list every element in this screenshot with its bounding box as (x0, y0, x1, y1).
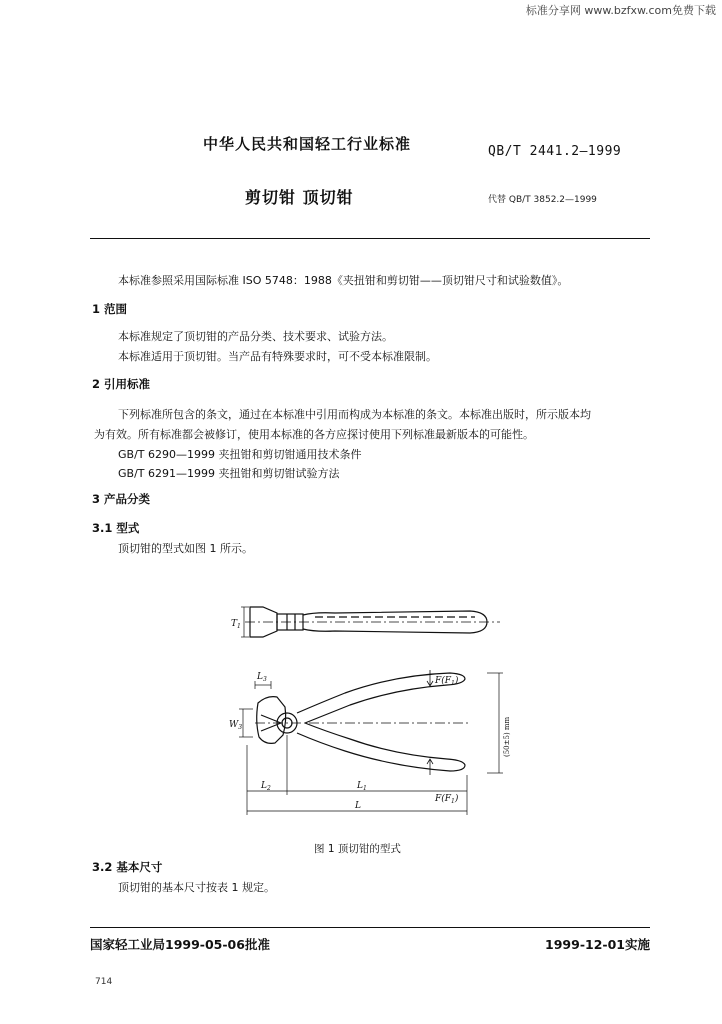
label-l2: $L_2$ (261, 781, 271, 792)
figure-caption: 图 1 顶切钳的型式 (314, 843, 401, 855)
implementation-date: 1999-12-01实施 (545, 937, 650, 952)
scope-line: 本标准规定了顶切钳的产品分类、技术要求、试验方法。 (118, 330, 393, 343)
standard-code: QB/T 2441.2—1999 (488, 144, 622, 159)
page-number: 714 (95, 977, 113, 987)
footer-rule (90, 927, 650, 928)
label-force-bottom: $F(F_1)$ (435, 794, 459, 805)
approval-line: 国家轻工业局1999-05-06批准 (90, 937, 270, 952)
label-grip-distance: (50±5) mm (503, 716, 511, 757)
subsection-dimensions-text: 顶切钳的基本尺寸按表 1 规定。 (118, 881, 275, 894)
standard-title: 中华人民共和国轻工行业标准 (203, 135, 412, 153)
header-rule (90, 238, 650, 239)
subsection-dimensions-heading: 3.2 基本尺寸 (92, 860, 163, 874)
label-t: $T_1$ (231, 619, 241, 630)
section-scope-heading: 1 范围 (92, 302, 128, 316)
label-force-top: $F(F_1)$ (435, 676, 459, 687)
subsection-type-text: 顶切钳的型式如图 1 所示。 (118, 542, 253, 555)
pliers-side-view (239, 670, 503, 815)
document-title: 剪切钳 顶切钳 (245, 188, 354, 207)
references-line: 为有效。所有标准都会被修订，使用本标准的各方应探讨使用下列标准最新版本的可能性。 (94, 428, 534, 441)
subsection-type-heading: 3.1 型式 (92, 521, 140, 535)
reference-standard: GB/T 6290—1999 夹扭钳和剪切钳通用技术条件 (118, 448, 362, 461)
figure-end-cutting-pliers (225, 585, 525, 830)
references-line: 下列标准所包含的条文，通过在本标准中引用而构成为本标准的条文。本标准出版时，所示版本均 (118, 408, 591, 421)
replaces-note: 代替 QB/T 3852.2—1999 (488, 195, 597, 205)
watermark: 标准分享网 www.bzfxw.com免费下载 (525, 4, 716, 17)
section-references-heading: 2 引用标准 (92, 377, 151, 391)
section-classification-heading: 3 产品分类 (92, 492, 151, 506)
label-l3: $L_3$ (257, 672, 267, 683)
label-w: $W_3$ (229, 720, 243, 731)
pliers-top-view (241, 607, 500, 637)
reference-standard: GB/T 6291—1999 夹扭钳和剪切钳试验方法 (118, 467, 340, 480)
intro-paragraph: 本标准参照采用国际标准 ISO 5748：1988《夹扭钳和剪切钳——顶切钳尺寸和试验数值》。 (118, 274, 569, 287)
label-l: L (355, 801, 361, 811)
scope-line: 本标准适用于顶切钳。当产品有特殊要求时，可不受本标准限制。 (118, 350, 437, 363)
label-l1: $L_1$ (357, 781, 367, 792)
